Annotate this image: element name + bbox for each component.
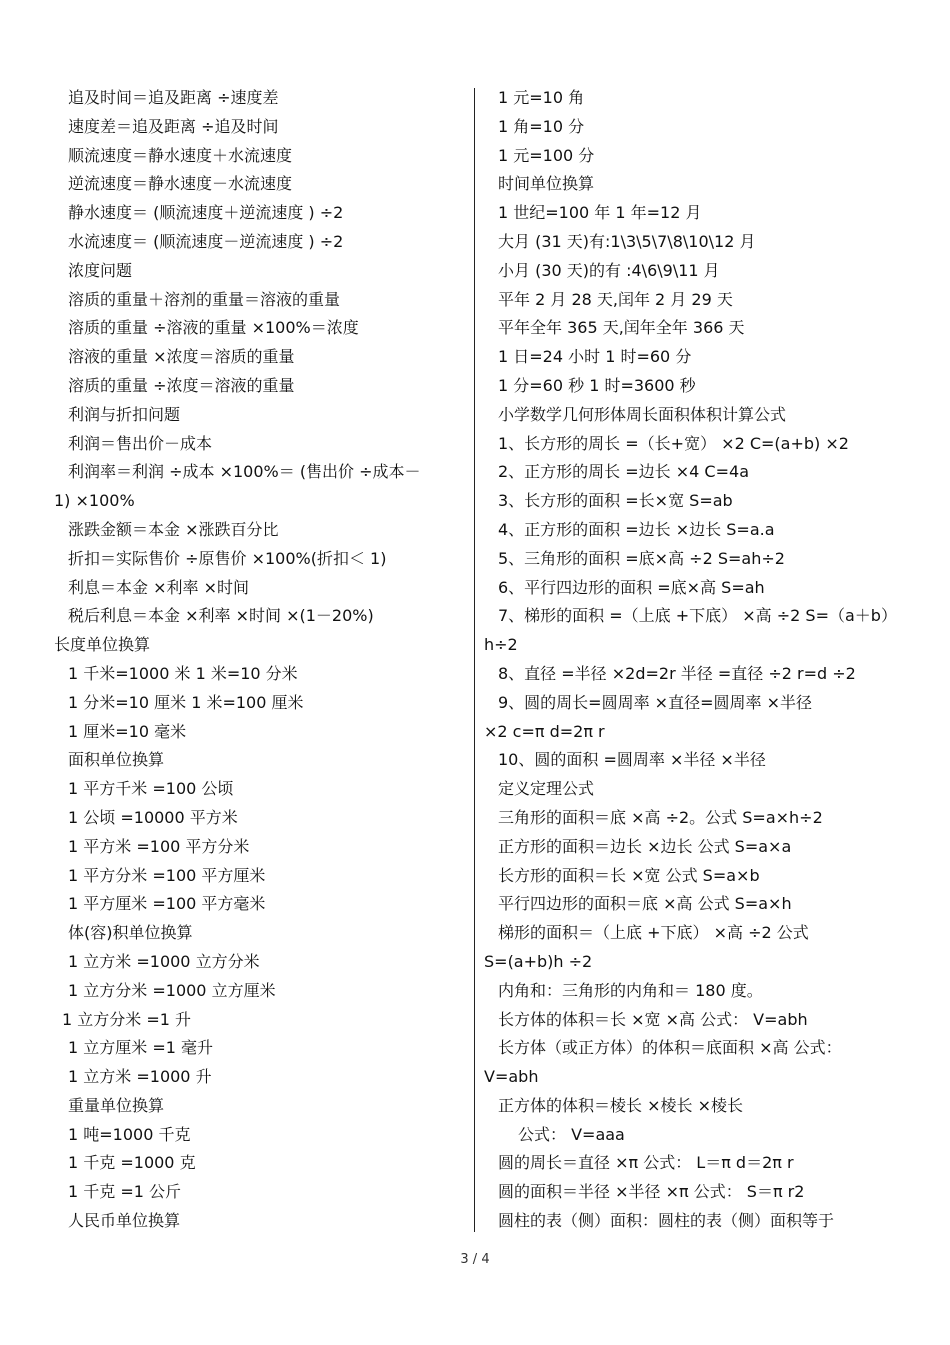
left-text-line: 1 厘米=10 毫米 <box>68 721 187 741</box>
left-text-line: 速度差＝追及距离 ÷追及时间 <box>68 116 279 136</box>
right-text-line: 4、正方形的面积 =边长 ×边长 S=a.a <box>498 519 775 539</box>
left-text-line: 利润＝售出价－成本 <box>68 433 213 453</box>
left-text-line: 利息＝本金 ×利率 ×时间 <box>68 577 249 597</box>
right-text-line: 公式： V=aaa <box>518 1124 625 1144</box>
right-text-line: V=abh <box>484 1067 539 1087</box>
right-text-line: 6、平行四边形的面积 =底×高 S=ah <box>498 577 765 597</box>
right-text-line: ×2 c=π d=2π r <box>484 721 605 741</box>
right-text-line: 圆的周长＝直径 ×π 公式： L＝π d＝2π r <box>498 1153 794 1173</box>
right-text-line: 正方形的面积＝边长 ×边长 公式 S=a×a <box>498 836 792 856</box>
right-text-line: 长方体的体积＝长 ×宽 ×高 公式： V=abh <box>498 1009 808 1029</box>
right-text-line: 梯形的面积＝（上底 +下底） ×高 ÷2 公式 <box>498 923 809 943</box>
left-text-line: 溶质的重量 ÷浓度＝溶液的重量 <box>68 375 295 395</box>
right-text-line: 1 角=10 分 <box>498 116 585 136</box>
right-text-line: 2、正方形的周长 =边长 ×4 C=4a <box>498 462 749 482</box>
left-text-line: 1 平方米 =100 平方分米 <box>68 836 250 856</box>
page-number: 3 / 4 <box>460 1252 490 1267</box>
right-column <box>484 84 904 1236</box>
column-divider <box>474 88 475 1232</box>
left-text-line: 重量单位换算 <box>68 1095 165 1115</box>
right-text-line: 1、长方形的周长 =（长+宽） ×2 C=(a+b) ×2 <box>498 433 849 453</box>
left-text-line: 1 立方厘米 =1 毫升 <box>68 1038 214 1058</box>
right-text-line: 平年全年 365 天,闰年全年 366 天 <box>498 318 745 338</box>
right-text-line: 平年 2 月 28 天,闰年 2 月 29 天 <box>498 289 733 309</box>
left-text-line: 1 千米=1000 米 1 米=10 分米 <box>68 663 298 683</box>
left-text-line: 涨跌金额＝本金 ×涨跌百分比 <box>68 519 279 539</box>
right-text-line: 1 分=60 秒 1 时=3600 秒 <box>498 375 696 395</box>
left-text-line: 利润与折扣问题 <box>68 404 181 424</box>
right-text-line: 1 元=10 角 <box>498 88 585 107</box>
right-text-line: 1 元=100 分 <box>498 145 595 165</box>
left-text-line: 1 立方米 =1000 升 <box>68 1067 212 1087</box>
right-text-line: 10、圆的面积 =圆周率 ×半径 ×半径 <box>498 750 766 770</box>
right-text-line: 3、长方形的面积 =长×宽 S=ab <box>498 491 733 511</box>
right-text-line: 时间单位换算 <box>498 174 595 194</box>
right-text-line: 小学数学几何形体周长面积体积计算公式 <box>498 404 787 424</box>
left-text-line: 1 分米=10 厘米 1 米=100 厘米 <box>68 692 304 712</box>
left-text-line: 1 立方分米 =1 升 <box>62 1009 192 1029</box>
right-text-line: h÷2 <box>484 635 518 655</box>
left-text-line: 1 立方米 =1000 立方分米 <box>68 951 260 971</box>
right-text-line: 大月 (31 天)有:1\3\5\7\8\10\12 月 <box>498 231 756 251</box>
right-text-line: 圆的面积＝半径 ×半径 ×π 公式： S＝π r2 <box>498 1182 805 1202</box>
left-text-line: 1 立方分米 =1000 立方厘米 <box>68 980 276 1000</box>
right-text-line: 正方体的体积＝棱长 ×棱长 ×棱长 <box>498 1095 743 1115</box>
right-text-line: 内角和：三角形的内角和＝ 180 度。 <box>498 980 763 1000</box>
right-text-line: 平行四边形的面积＝底 ×高 公式 S=a×h <box>498 894 792 914</box>
right-text-line: 长方体（或正方体）的体积＝底面积 ×高 公式： <box>498 1038 842 1058</box>
left-text-line: 1 平方分米 =100 平方厘米 <box>68 865 266 885</box>
left-text-line: 溶质的重量＋溶剂的重量＝溶液的重量 <box>68 289 341 309</box>
left-text-line: 1 公顷 =10000 平方米 <box>68 807 238 827</box>
right-text-line: 5、三角形的面积 =底×高 ÷2 S=ah÷2 <box>498 548 785 568</box>
left-text-line: 水流速度＝ (顺流速度－逆流速度 ) ÷2 <box>68 231 344 251</box>
left-text-line: 1 吨=1000 千克 <box>68 1124 191 1144</box>
right-text-line: 9、圆的周长=圆周率 ×直径=圆周率 ×半径 <box>498 692 812 712</box>
left-text-line: 1 平方厘米 =100 平方毫米 <box>68 894 266 914</box>
right-text-line: 长方形的面积＝长 ×宽 公式 S=a×b <box>498 865 760 885</box>
left-text-line: 1 千克 =1 公斤 <box>68 1182 182 1202</box>
left-text-line: 顺流速度＝静水速度＋水流速度 <box>68 145 293 165</box>
left-text-line: 面积单位换算 <box>68 750 165 770</box>
left-text-line: 人民币单位换算 <box>68 1211 181 1231</box>
left-text-line: 利润率＝利润 ÷成本 ×100%＝ (售出价 ÷成本－ <box>68 462 421 482</box>
left-text-line: 1 平方千米 =100 公顷 <box>68 779 234 799</box>
left-text-line: 税后利息＝本金 ×利率 ×时间 ×(1－20%) <box>68 606 374 626</box>
right-text-line: 1 日=24 小时 1 时=60 分 <box>498 347 692 367</box>
right-text-line: 1 世纪=100 年 1 年=12 月 <box>498 203 702 223</box>
right-text-line: S=(a+b)h ÷2 <box>484 951 593 971</box>
left-text-line: 长度单位换算 <box>54 635 151 655</box>
right-text-line: 三角形的面积＝底 ×高 ÷2。公式 S=a×h÷2 <box>498 807 823 827</box>
left-text-line: 追及时间＝追及距离 ÷速度差 <box>68 88 279 107</box>
left-text-line: 浓度问题 <box>68 260 133 280</box>
right-text-line: 小月 (30 天)的有 :4\6\9\11 月 <box>498 260 720 280</box>
right-text-line: 圆柱的表（侧）面积：圆柱的表（侧）面积等于 <box>498 1211 835 1231</box>
left-text-line: 1 千克 =1000 克 <box>68 1153 196 1173</box>
left-text-line: 静水速度＝ (顺流速度＋逆流速度 ) ÷2 <box>68 203 344 223</box>
left-text-line: 逆流速度＝静水速度－水流速度 <box>68 174 293 194</box>
right-text-line: 定义定理公式 <box>498 779 595 799</box>
left-text-line: 溶质的重量 ÷溶液的重量 ×100%＝浓度 <box>68 318 359 338</box>
right-text-line: 7、梯形的面积 =（上底 +下底） ×高 ÷2 S=（a＋b） <box>498 606 897 626</box>
right-text-line: 8、直径 =半径 ×2d=2r 半径 =直径 ÷2 r=d ÷2 <box>498 663 856 683</box>
left-text-line: 折扣＝实际售价 ÷原售价 ×100%(折扣＜ 1) <box>68 548 387 568</box>
left-text-line: 体(容)积单位换算 <box>68 923 193 943</box>
left-text-line: 溶液的重量 ×浓度＝溶质的重量 <box>68 347 295 367</box>
left-column <box>50 84 460 1236</box>
left-text-line: 1) ×100% <box>54 491 135 511</box>
